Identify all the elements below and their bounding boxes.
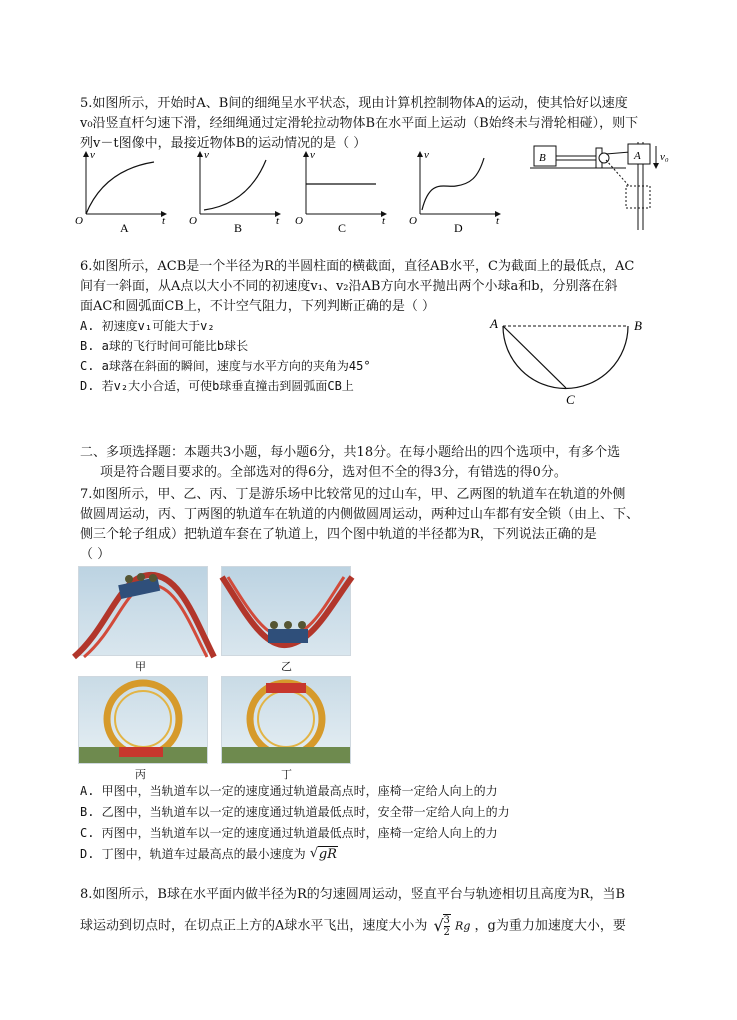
q5-graph-d xyxy=(408,148,508,235)
origin: O xyxy=(189,215,197,227)
q7-line2: 做圆周运动，丙、丁两图的轨道车在轨道的内侧做圆周运动，两种过山车都有安全锁（由上、下、 xyxy=(80,507,640,522)
q6-line2: 间有一斜面，从A点以大小不同的初速度v₁、v₂沿AB方向水平抛出两个小球a和b，分别落在斜 xyxy=(80,279,618,294)
axis-v: v xyxy=(90,149,95,161)
q8-line1: 8.如图所示，B球在水平面内做半径为R的匀速圆周运动，竖直平台与轨迹相切且高度为R，当B xyxy=(80,887,626,902)
photo-caption-bing: 丙 xyxy=(135,768,146,781)
q8-line2-start: 球运动到切点时，在切点正上方的A球水平飞出，速度大小为 xyxy=(80,918,428,934)
frac-tail: Rg xyxy=(455,919,471,933)
q7-option-c: C. 丙图中，当轨道车以一定的速度通过轨道最低点时，座椅一定给人向上的力 xyxy=(80,826,498,840)
q7-option-d-text: D. 丁图中，轨道车过最高点的最小速度为 xyxy=(80,847,306,861)
q5-graph-c xyxy=(294,148,394,235)
graph-label: D xyxy=(454,221,463,235)
q7-option-d xyxy=(80,845,338,864)
label-b: B xyxy=(634,318,642,333)
sqrt-radicand: gR xyxy=(318,847,337,862)
axis-t: t xyxy=(276,215,280,227)
q6-line3: 面AC和圆弧面CB上，不计空气阻力，下列判断正确的是（ ） xyxy=(80,299,435,314)
q7-line4: （ ） xyxy=(80,547,111,562)
q5-graph-a xyxy=(74,148,174,235)
q8-line2 xyxy=(80,914,626,938)
label-c: C xyxy=(566,392,575,407)
origin: O xyxy=(409,215,417,227)
block-a-label: A xyxy=(634,150,641,162)
q7-line3: 侧三个轮子组成）把轨道车套在了轨道上，四个图中轨道的半径都为R，下列说法正确的是 xyxy=(80,527,597,542)
photo-caption-jia: 甲 xyxy=(135,660,146,673)
q5-line2: v₀沿竖直杆匀速下滑，经细绳通过定滑轮拉动物体B在水平面上运动（B始终未与滑轮相碰），则下 xyxy=(80,116,639,131)
q6-option-b: B. a球的飞行时间可能比b球长 xyxy=(80,339,249,353)
q6-option-d: D. 若v₂大小合适，可使b球垂直撞击到圆弧面CB上 xyxy=(80,379,354,393)
section2-line1: 二、多项选择题：本题共3小题，每小题6分，共18分。在每小题给出的四个选项中，有多个选 xyxy=(80,445,621,460)
graph-label: A xyxy=(120,221,129,235)
q6-semicircle-figure xyxy=(488,316,668,416)
photo-jia xyxy=(78,566,208,656)
q7-option-a: A. 甲图中，当轨道车以一定的速度通过轨道最高点时，座椅一定给人向上的力 xyxy=(80,784,498,798)
photo-yi xyxy=(221,566,351,656)
axis-v: v xyxy=(310,149,315,161)
photo-caption-yi: 乙 xyxy=(281,660,292,673)
q5-line1: 5.如图所示，开始时A、B间的细绳呈水平状态，现由计算机控制物体A的运动，使其恰好以速度 xyxy=(80,96,628,111)
graph-label: B xyxy=(234,221,243,235)
photo-ding xyxy=(221,676,351,764)
block-b-label: B xyxy=(539,152,546,164)
q5-graph-b xyxy=(188,148,288,235)
label-a: A xyxy=(490,316,498,331)
photo-caption-ding: 丁 xyxy=(281,768,292,781)
q7-line1: 7.如图所示，甲、乙、丙、丁是游乐场中比较常见的过山车，甲、乙两图的轨道车在轨道的外侧 xyxy=(80,487,626,502)
q6-option-a: A. 初速度v₁可能大于v₂ xyxy=(80,319,215,333)
section2-line2: 项是符合题目要求的。全部选对的得6分，选对但不全的得3分，有错选的得0分。 xyxy=(100,465,567,480)
axis-t: t xyxy=(382,215,386,227)
q7-option-b: B. 乙图中，当轨道车以一定的速度通过轨道最低点时，安全带一定给人向上的力 xyxy=(80,805,510,819)
q8-line2-end: ，g为重力加速度大小，要 xyxy=(474,918,626,934)
v0-label: v₀ xyxy=(660,151,669,163)
q5-line3: 列v－t图像中，最接近物体B的运动情况的是（ ） xyxy=(80,136,367,151)
q6-option-c: C. a球落在斜面的瞬间，速度与水平方向的夹角为45° xyxy=(80,359,371,373)
q6-line1: 6.如图所示，ACB是一个半径为R的半圆柱面的横截面，直径AB水平，C为截面上的最低点，AC xyxy=(80,259,635,274)
origin: O xyxy=(75,215,83,227)
sqrt-formula: √ gR xyxy=(309,846,337,862)
axis-t: t xyxy=(162,215,166,227)
frac-denominator: 2 xyxy=(443,927,450,938)
axis-v: v xyxy=(204,149,209,161)
q5-pulley-figure xyxy=(526,140,686,240)
axis-v: v xyxy=(424,149,429,161)
frac-numerator: 3 xyxy=(443,915,450,926)
graph-label: C xyxy=(338,221,347,235)
origin: O xyxy=(295,215,303,227)
q8-sqrt-fraction: √ $\frac{3}{2}$ xyxy=(433,915,450,938)
photo-bing xyxy=(78,676,208,764)
axis-t: t xyxy=(496,215,500,227)
